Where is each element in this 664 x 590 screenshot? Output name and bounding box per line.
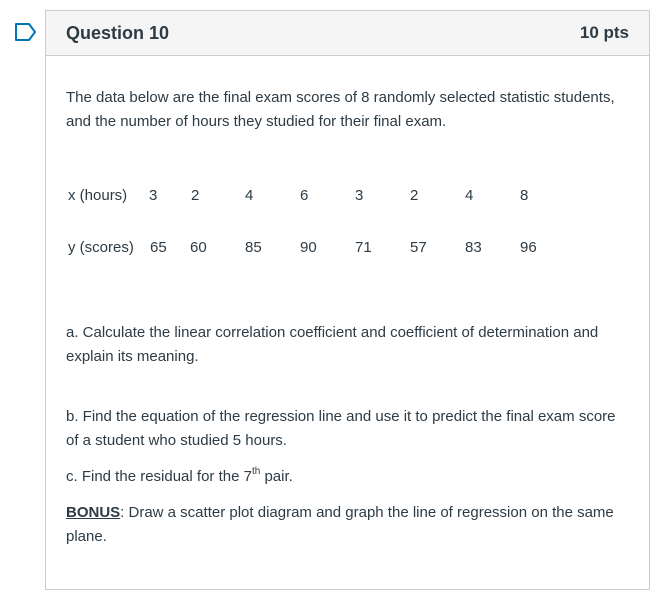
y-label: y (scores) [68,239,134,256]
y-value: 90 [300,239,317,256]
y-value: 96 [520,239,537,256]
question-intro: The data below are the final exam scores of 8 randomly selected statistic students, and the number of hours they studied for their final exam. [66,89,615,130]
question-card [45,10,650,590]
question-title: Question 10 [66,22,170,43]
part-b-text: b. Find the equation of the regression line and use it to predict the final exam score of a student who studied 5 hours. [66,408,616,449]
x-value: 6 [300,187,309,204]
bonus-description: : Draw a scatter plot diagram and graph the line of regression on the same plane. [66,504,614,545]
x-value: 8 [520,187,529,204]
y-value: 71 [355,239,372,256]
y-value: 85 [245,239,262,256]
flag-question-icon[interactable] [14,22,38,42]
x-value: 4 [245,187,254,204]
question-header [46,11,649,56]
question-points: 10 pts [579,23,629,42]
bonus-text [66,501,626,549]
bonus-label: BONUS [66,504,121,521]
part-c-superscript: th [251,466,261,477]
x-value: 4 [465,187,474,204]
part-a-text: a. Calculate the linear correlation coefficient and coefficient of determination and explain its meaning. [66,324,599,365]
x-value: 3 [355,187,364,204]
part-c-prefix: c. Find the residual for the 7 [66,468,252,485]
y-value: 57 [410,239,427,256]
x-value: 2 [410,187,419,204]
x-label: x (hours) [68,187,128,204]
part-c-suffix: pair. [260,468,293,485]
x-value: 2 [191,187,200,204]
y-value: 65 [150,239,167,256]
part-c-text [66,465,626,489]
x-value: 3 [149,187,158,204]
y-value: 60 [190,239,207,256]
y-value: 83 [465,239,482,256]
